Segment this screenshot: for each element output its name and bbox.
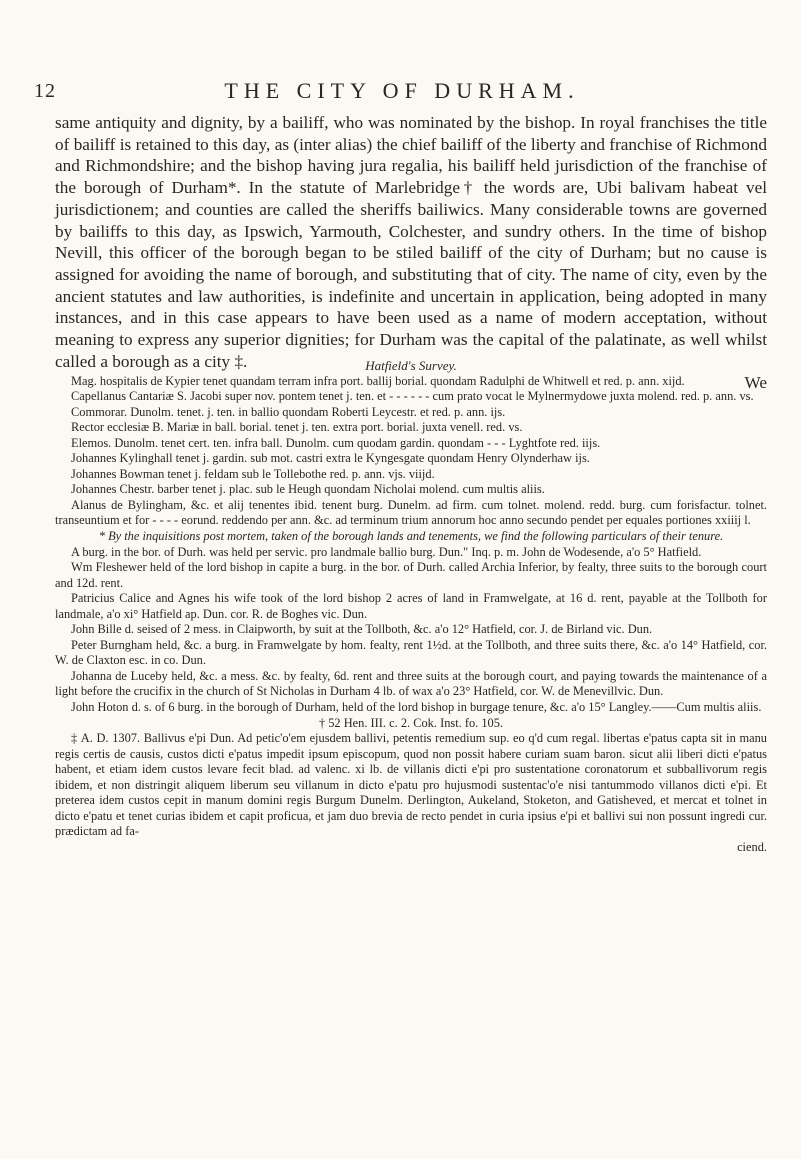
inquisition-line: John Hoton d. s. of 6 burg. in the borough of Durham, held of the lord bishop in burgage tenure, &c. a'o 15° Langley.——Cum multis aliis. (71, 700, 762, 715)
main-text (55, 112, 767, 394)
running-title: THE CITY OF DURHAM. (224, 78, 580, 103)
inquisition-line: Johanna de Luceby held, &c. a mess. &c. by fealty, 6d. rent and three suits at the borough court, and paying towards the maintenance of a light before the crucifix in the church of St Nicholas in Durham 4 lb. of wax a'o 23° Hatfield, cor. W. de Menevillvic. Dun. (55, 668, 767, 699)
inquisition-line: Wm Fleshewer held of the lord bishop in capite a burg. in the bor. of Durh. called Archia Inferior, by fealty, three suits to the borough court and 12d. rent. (55, 560, 767, 590)
notes-catchword: ciend. (737, 839, 767, 854)
survey-line: Capellanus Cantariæ S. Jacobi super nov. pontem tenet j. ten. et - - - - - - cum prato vocat le Mylnermydowe juxta molend. red. p. ann. vs. (71, 389, 754, 404)
survey-line: Elemos. Dunolm. tenet cert. ten. infra ball. Dunolm. cum quodam gardin. quondam - - - Lyghtfote red. iijs. (71, 435, 601, 450)
survey-line: Rector ecclesiæ B. Mariæ in ball. borial. tenet j. ten. extra port. borial. juxta venell. red. vs. (71, 420, 523, 435)
survey-line: Commorar. Dunolm. tenet. j. ten. in ballio quondam Roberti Leycestr. et red. p. ann. ijs. (71, 404, 506, 419)
page-header (34, 80, 770, 106)
survey-title: Hatfield's Survey. (365, 358, 457, 373)
survey-line: Johannes Chestr. barber tenet j. plac. sub le Heugh quondam Nicholai molend. cum multis aliis. (71, 482, 545, 497)
double-dagger-note: ‡ A. D. 1307. Ballivus e'pi Dun. Ad petic'o'em ejusdem ballivi, petentis remedium sup. eo q'd cum regal. libertas e'patus capta sit in manu regis certis de causis, custos dicti e'patus impedit ipsum episcopum, quod non possit habere curiam suam baron. sicut alii liberi dicti e'patus habent, et etiam idem custos levare fecit blad. ad valenc. xi lb. de villanis dicti e'pi pro sustentatione coronatorum et subballivorum regis ibidem, et non distringit aliquem liberum seu villanum in dicto e'patu pro hujusmodi sustentac'o'e nisi tantummodo villanos dicti e'pi. Et preterea idem custos cepit in manum domini regis Burgum Dunelm. Derlington, Aukeland, Stoketon, and Gatisheved, et mercat et tolnet in dicto e'patu et tenet curias ibidem et capit proficua, et jam duo brevia de recto pendet in curia ipsius e'pi et ballivi sui non possunt ingredi cur. prædictam ad fa- (55, 731, 767, 839)
footnotes (55, 358, 767, 856)
survey-line: Alanus de Bylingham, &c. et alij tenentes ibid. tenent burg. Dunelm. ad firm. cum tolnet. molend. redd. burg. cum forisfactur. tolnet. transeuntium et for - - - - eorund. reddendo per ann. &c. ad terminum trium annorum hoc anno secundo pendet per equales portiones xxiiij l. (55, 497, 767, 528)
inquisition-line: A burg. in the bor. of Durh. was held per servic. pro landmale ballio burg. Dun." Inq. p. m. John de Wodesende, a'o 5° Hatfield. (71, 544, 702, 559)
page-number: 12 (34, 80, 56, 102)
survey-line: Johannes Bowman tenet j. feldam sub le Tollebothe red. p. ann. vjs. viijd. (71, 466, 435, 481)
survey-line: Johannes Kylinghall tenet j. gardin. sub mot. castri extra le Kyngesgate quondam Henry Olynderhaw ijs. (71, 451, 590, 466)
main-paragraph: same antiquity and dignity, by a bailiff, who was nominated by the bishop. In royal franchises the title of bailiff is retained to this day, as (inter alias) the chief bailiff of the liberty and franchise of Richmond and Richmondshire; and the bishop having jura regalia, his bailiff held jurisdiction of the franchise of the borough of Durham*. In the statute of Marlebridge† the words are, Ubi balivam habeat vel jurisdictionem; and counties are called the sheriffs bailiwics. Many considerable towns are governed by bailiffs to this day, as Ipswich, Yarmouth, Colchester, and sundry others. In the time of bishop Nevill, this officer of the borough began to be stiled bailiff of the city of Durham; but no cause is assigned for avoiding the name of borough, and substituting that of city. The name of city, even by the ancient statutes and law authorities, is indefinite and uncertain in application, being adopted in many instances, and in this case appears to have been used as a name of modern acceptation, without meaning to express any superior dignities; for Durham was the capital of the palatinate, as well whilst called a borough as a city ‡. (55, 113, 767, 371)
inquisition-line: Peter Burngham held, &c. a burg. in Framwelgate by hom. fealty, rent 1½d. at the Tollboth, and three suits there, &c. a'o 14° Hatfield, cor. W. de Claxton esc. in co. Dun. (55, 637, 767, 668)
inquisition-line: John Bille d. seised of 2 mess. in Claipworth, by suit at the Tollboth, &c. a'o 12° Hatfield, cor. J. de Birland vic. Dun. (71, 622, 653, 637)
inquisitions-title: * By the inquisitions post mortem, taken of the borough lands and tenements, we find the following particulars of their tenure. (98, 529, 724, 544)
inquisition-line: Patricius Calice and Agnes his wife took of the lord bishop 2 acres of land in Framwelgate, at 16 d. rent, payable at the Tollboth for landmale, a'o xi° Hatfield ap. Dun. cor. R. de Boghes vic. Dun. (55, 591, 767, 621)
survey-line: Mag. hospitalis de Kypier tenet quandam terram infra port. ballij borial. quondam Radulphi de Whitwell et red. p. ann. xijd. (71, 373, 685, 388)
main-catchword: We (744, 373, 767, 393)
dagger-note: † 52 Hen. III. c. 2. Cok. Inst. fo. 105. (318, 715, 504, 730)
